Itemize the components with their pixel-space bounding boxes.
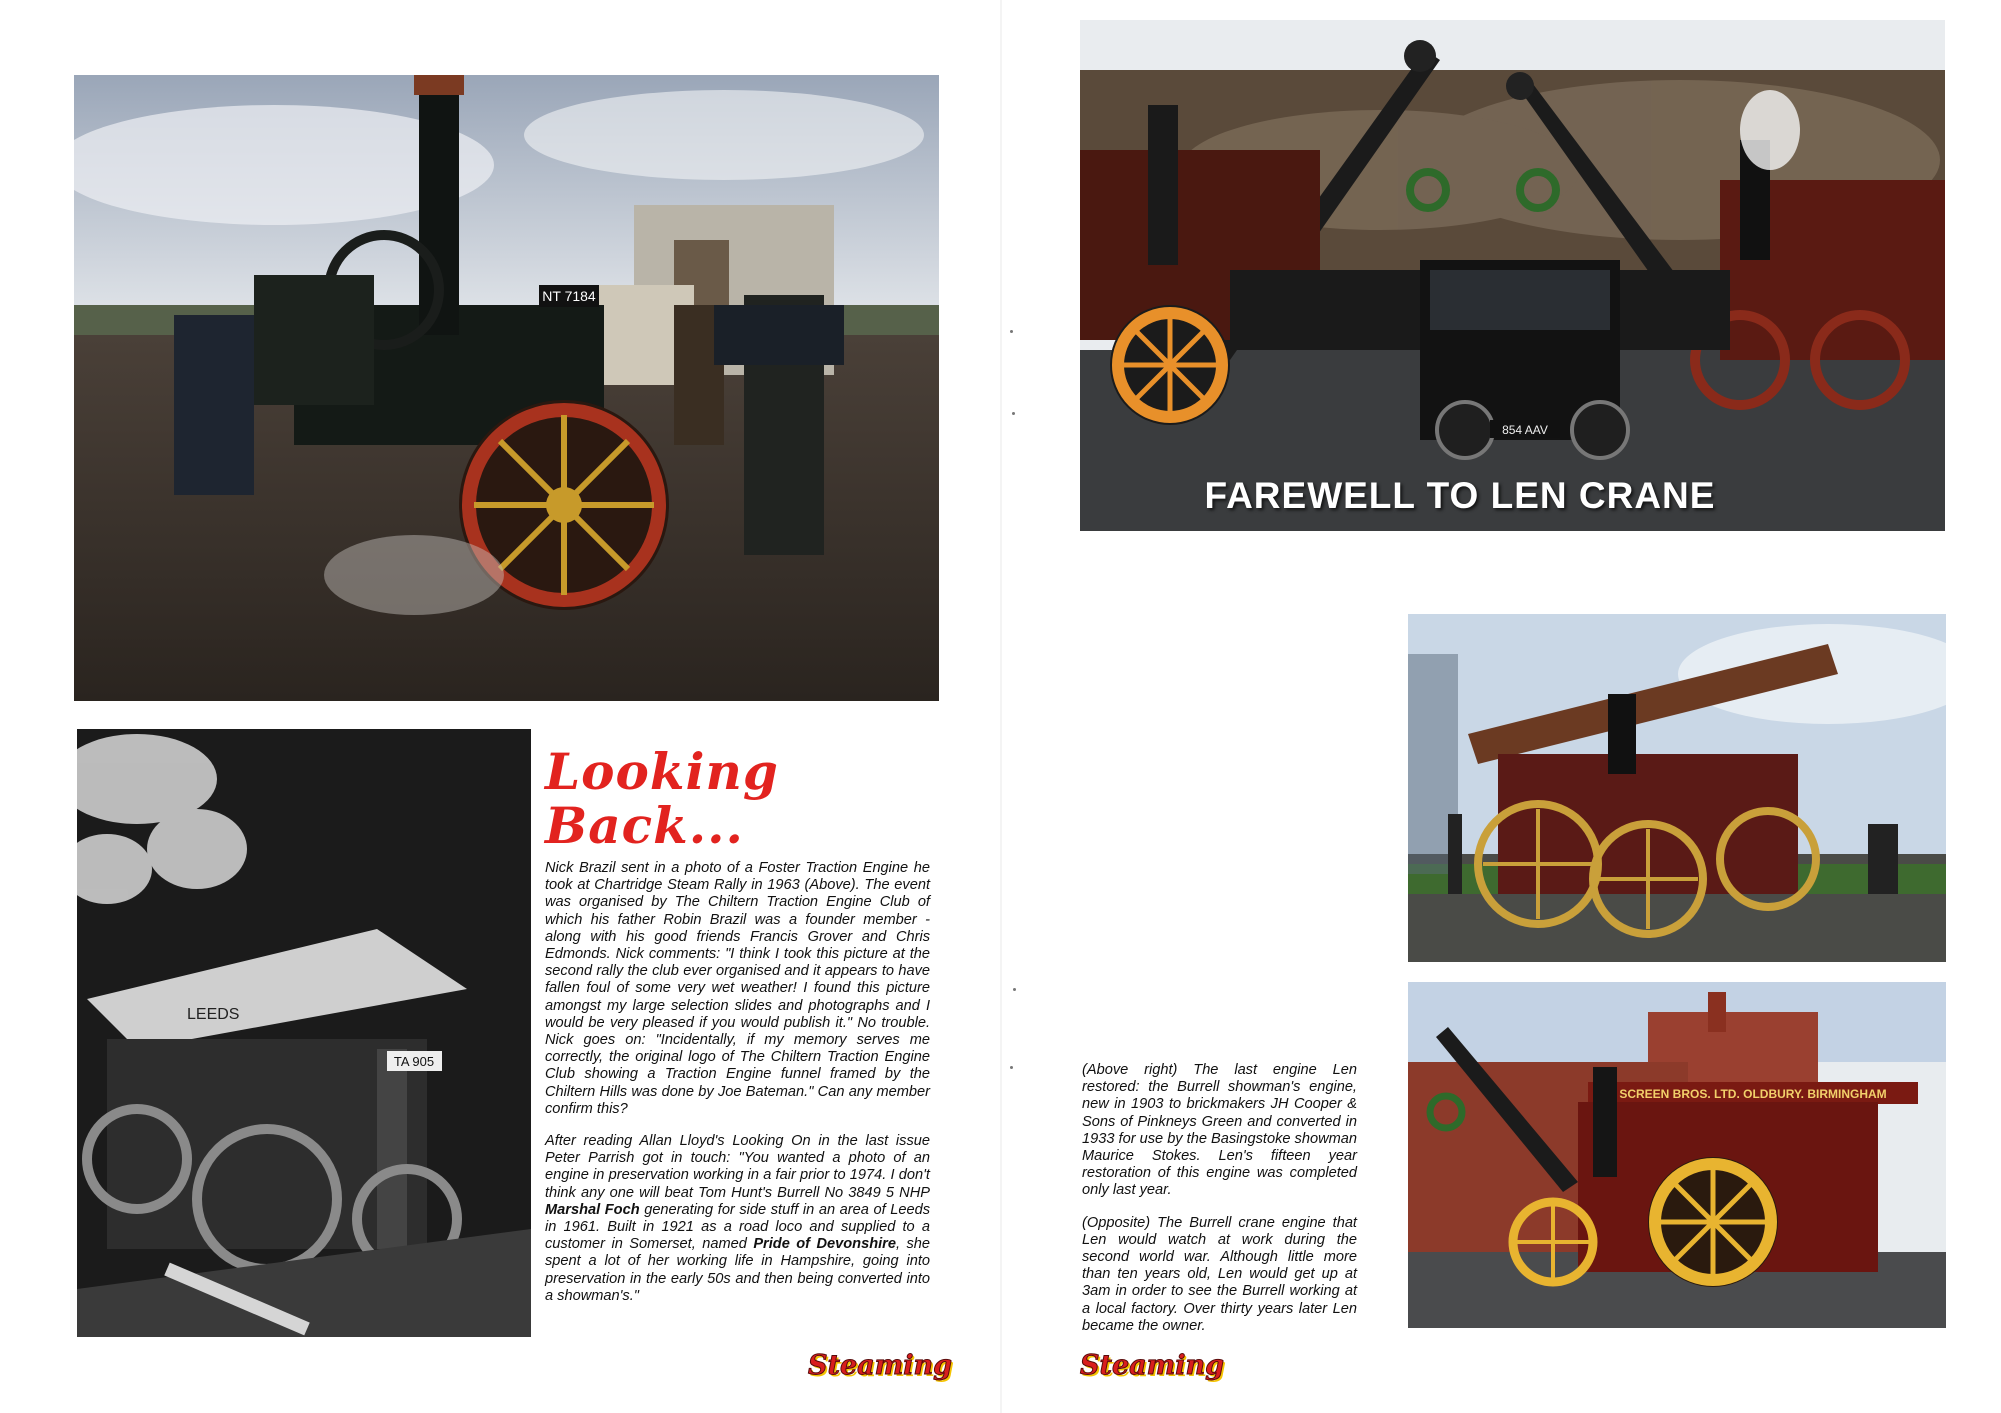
text-run: generating for side stuff in an area of Leeds in 1961. Built in 1921 as a road loco and supplied to a customer in Somerset, named — [545, 1201, 930, 1253]
engine-number-plate: TA 905 — [393, 1054, 435, 1069]
page-speck — [1010, 330, 1013, 333]
text-run: , she spent a lot of her working life in Hampshire, going into preservation in the early 50s and then being converted into a showman's." — [545, 1236, 931, 1304]
marshal-foch-photo — [77, 729, 531, 1337]
showmans-engine-photo — [1408, 614, 1946, 962]
right-captions-text — [1082, 1062, 1357, 1350]
caption-paragraph: (Opposite) The Burrell crane engine that Len would watch at work during the second world war. Although little more than ten years old, Len would get up at 3am in order to see the Burrell working at a local factory. Over thirty years later Len became the owner. — [1082, 1214, 1357, 1334]
text-run: After reading Allan Lloyd's Looking On in the last issue Peter Parrish got in touch: "You wanted a photo of an engine in preservation working in a fair prior to 1974. I don't think any one will beat Tom Hunt's Burrell No 3849 5 NHP — [545, 1133, 930, 1201]
engine-name: Marshal Foch — [545, 1201, 640, 1218]
engine-name: Pride of Devonshire — [753, 1236, 896, 1253]
page-speck — [1013, 988, 1016, 991]
caption-paragraph: (Above right) The last engine Len restored: the Burrell showman's engine, new in 1903 to brickmakers JH Cooper & Sons of Pinkneys Green and converted in 1933 for use by the Basingstoke showman Maurice Stokes. Len's fifteen year restoration of this engine was completed only last year. — [1082, 1062, 1358, 1199]
crane-sign: SCREEN BROS. LTD. OLDBURY. BIRMINGHAM — [1619, 1087, 1887, 1101]
farewell-funeral-photo — [1080, 20, 1945, 531]
left-article-text — [545, 860, 930, 1320]
article-paragraph: Nick Brazil sent in a photo of a Foster Traction Engine he took at Chartridge Steam Rally in 1963 (Above). The event was organised by The Chiltern Traction Engine Club of which his father Robin Brazil was a founder member - along with his good friends Francis Grover and Chris Edmonds. Nick comments: "I think I took this picture at the second rally the club ever organised and it appears to have fallen foul of some very wet weather! I found this picture amongst my large selection slides and photographs and I would be very pleased if you would publish it." No trouble. Nick goes on: "Incidentally, if my memory serves me correctly, the original logo of The Chiltern Traction Engine Club showing a Traction Engine funnel framed by the Chiltern Hills was done by Joe Bateman." Can any member confirm this? — [545, 860, 930, 1117]
foster-engine-photo — [74, 75, 939, 701]
crane-engine-photo — [1408, 982, 1946, 1328]
section-title-line2: Back... — [545, 796, 744, 855]
farewell-banner-title: FAREWELL TO LEN CRANE — [1204, 475, 1716, 516]
section-title — [545, 742, 925, 855]
canopy-sign: LEEDS — [187, 1006, 240, 1023]
page-gutter — [1000, 0, 1002, 1413]
car-number-plate: 854 AAV — [1502, 423, 1548, 437]
article-paragraph — [545, 1133, 930, 1305]
engine-number-plate: NT 7184 — [542, 288, 596, 304]
steaming-logo: Steaming — [1080, 1350, 1224, 1381]
page-speck — [1012, 412, 1015, 415]
steaming-logo: Steaming — [808, 1350, 952, 1381]
section-title-line1: Looking — [545, 742, 779, 801]
page-speck — [1010, 1066, 1013, 1069]
